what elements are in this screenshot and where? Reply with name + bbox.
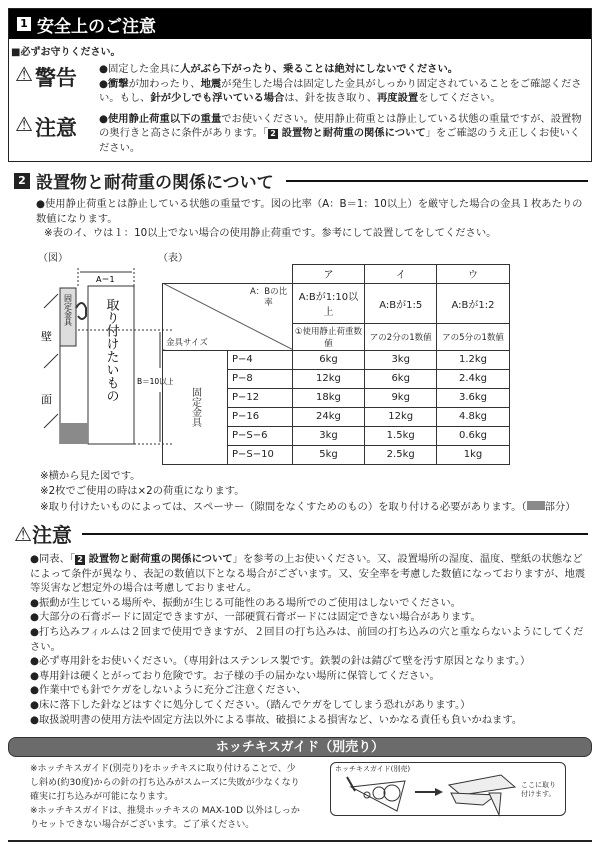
figure-label: （図） (38, 252, 68, 264)
list-item: ●必ず専用針をお使いください。（専用針はステンレス製です。鉄製の針は錆びて壁を汚す原因となります。） (30, 655, 531, 668)
list-item: ●振動が生じている場所や、振動が生じる可能性のある場所でのご使用はしないでください。 (30, 596, 461, 609)
load-section-heading: 2 設置物と耐荷重の関係について (8, 168, 588, 193)
size-cell: P−S−6 (228, 426, 293, 445)
diagonal-header-cell: A：Bの比率 金具サイズ (163, 283, 293, 350)
load-value: 3kg (365, 350, 437, 369)
load-description: ●使用静止荷重とは静止している状態の重量です。図の比率（A：B＝1：10以上）を厳守した場合の金具１枚あたりの数値になります。 ※表のイ、ウは１：10以上でない場合の使用静止荷重です。参考にして設置してをしてください。 (36, 198, 583, 239)
column-header: ア (292, 264, 365, 283)
object-label: 取り付けたいもの (103, 297, 119, 402)
section-number: 1 (17, 17, 31, 31)
must-follow-note: ■必ずお守りください。 (11, 47, 121, 58)
stapler-guide-text: ※ホッチキスガイド(別売り)をホッチキスに取り付けることで、少し斜め(約30度)からの針の打ち込みがスムーズに失敗が少なくなり確実に打ち込みが可能になります。 ※ホッチキスガイドは、推奨ホッチキスの MAX-10D 以外はしっかりセットできない場合がございます。ご了承ください。 (30, 764, 300, 831)
caution-block (9, 112, 591, 156)
bracket-label: 固定金具 (63, 293, 73, 326)
side-view-diagram (38, 268, 173, 450)
stapler-guide-bar: ホッチキスガイド（別売り） (8, 737, 592, 757)
wall-label: 壁 (41, 329, 52, 343)
load-value: 3.6kg (436, 388, 509, 407)
warning-label: 警告 (34, 66, 77, 90)
caution-label: 注意 (34, 115, 77, 140)
group-label: 固定金具 (163, 350, 228, 464)
warning-triangle-icon: ⚠ (15, 62, 33, 86)
wall-label: 面 (41, 392, 52, 406)
warning-triangle-icon: ⚠ (15, 111, 33, 136)
list-item: ●打ち込みフィルムは２回まで使用できますが、２回目の打ち込みは、前回の打ち込みの穴と重ならないようにしてください。 (30, 625, 584, 653)
spacer-swatch (527, 501, 545, 510)
safety-header (9, 9, 591, 39)
list-item: ●取扱説明書の使用方法や固定方法以外による事故、破損による損害など、いかなる責任も負いかねます。 (30, 713, 523, 726)
safety-title: 安全上のご注意 (37, 16, 156, 37)
list-item: ●作業中でも針でケガをしないように充分ご注意ください、 (30, 684, 307, 697)
size-cell: P−12 (228, 388, 293, 407)
table-notes: ※横から見た図です。 ※2枚でご使用の時は×2の荷重になります。 ※取り付けたいものによっては、スペーサー（隙間をなくすためのもの）を取り付ける必要があります。（ 部分） (40, 469, 576, 513)
load-value: 12kg (292, 369, 365, 388)
load-value: 1.2kg (436, 350, 509, 369)
warning-triangle-icon: ⚠ (14, 521, 32, 546)
load-value: 12kg (365, 407, 437, 426)
dimension-a: A＝1 (96, 274, 115, 284)
load-value: 1.5kg (365, 426, 437, 445)
load-value: 24kg (292, 407, 365, 426)
attach-here-note: ここに取り付けます。 (521, 781, 556, 799)
caution-list (30, 552, 590, 727)
caution-text: ●使用静止荷重以下の重量でお使いください。使用静止荷重とは静止している状態の重量ですが、設置物の奥行きと高さに条件があります。「 2 設置物と耐荷重の関係について」をご確認のうえ正しくお使いください。 (99, 112, 582, 154)
load-table: ア イ ウ A：Bの比率 金具サイズ A:Bが1:10以上 A:Bが1:5 A:Bが1:2 ①使用静止荷重数値 アの2分の1数値 アの5分の1数値 固定金具 P−4 6kg 3kg 1.2kg P−8 12kg 6kg 2.4kg P−12 18kg 9kg 3.6kg P−16 24kg 12kg 4.8kg P−S−6 3kg 1.5kg 0.6kg P−S−10 5kg 2.5kg 1kg (162, 264, 510, 465)
dimension-b: B＝10以上 (137, 376, 173, 386)
load-value: 6kg (365, 369, 437, 388)
load-value: 0.6kg (436, 426, 509, 445)
table-label: （表） (158, 252, 188, 264)
load-value: 2.4kg (436, 369, 509, 388)
load-value: 1kg (436, 445, 509, 464)
load-value: 4.8kg (436, 407, 509, 426)
list-item: ●専用針は硬くとがっており危険です。お子様の手の届かない場所に保管してください。 (30, 669, 440, 682)
warning-item: ●衝撃が加わったり、地震が発生した場合は固定した金具がしっかり固定されていることをご確認ください。もし、針が少しでも浮いている場合は、針を抜き取り、再度設置をしてください。 (99, 77, 582, 104)
divider (8, 840, 592, 842)
column-header: イ (365, 264, 437, 283)
load-value: 9kg (365, 388, 437, 407)
list-item: ●床に落下した針などはすぐに処分してください。（踏んでケガをしてしまう恐れがあります。） (30, 698, 471, 711)
table-row (163, 350, 510, 369)
caution-heading: ⚠ 注意 (8, 519, 588, 548)
load-value: 6kg (292, 350, 365, 369)
size-cell: P−8 (228, 369, 293, 388)
column-header: ウ (436, 264, 509, 283)
load-value: 5kg (292, 445, 365, 464)
size-cell: P−16 (228, 407, 293, 426)
size-cell: P−4 (228, 350, 293, 369)
warning-block (9, 62, 591, 106)
warning-item: ●固定した金具に人がぶら下がったり、乗ることは絶対にしないでください。 (99, 63, 459, 75)
list-item: ●大部分の石膏ボードに固定できますが、一部硬質石膏ボードには固定できない場合があります。 (30, 611, 481, 624)
stapler-guide-figure: ホッチキスガイド(別売) ここに取り付けます。 (330, 762, 566, 816)
list-item: ●同表、「 2 設置物と耐荷重の関係について」を参考の上お使いください。又、設置場所の湿度、温度、壁紙の状態などによって条件が異なり、表記の数値以下となる場合がございます。又、安全率を考慮した数値になっておりますが、地震等災害など想定外の場合は考慮しておりません。 (30, 553, 586, 595)
safety-section (8, 8, 592, 162)
load-value: 3kg (292, 426, 365, 445)
load-value: 18kg (292, 388, 365, 407)
size-cell: P−S−10 (228, 445, 293, 464)
load-value: 2.5kg (365, 445, 437, 464)
